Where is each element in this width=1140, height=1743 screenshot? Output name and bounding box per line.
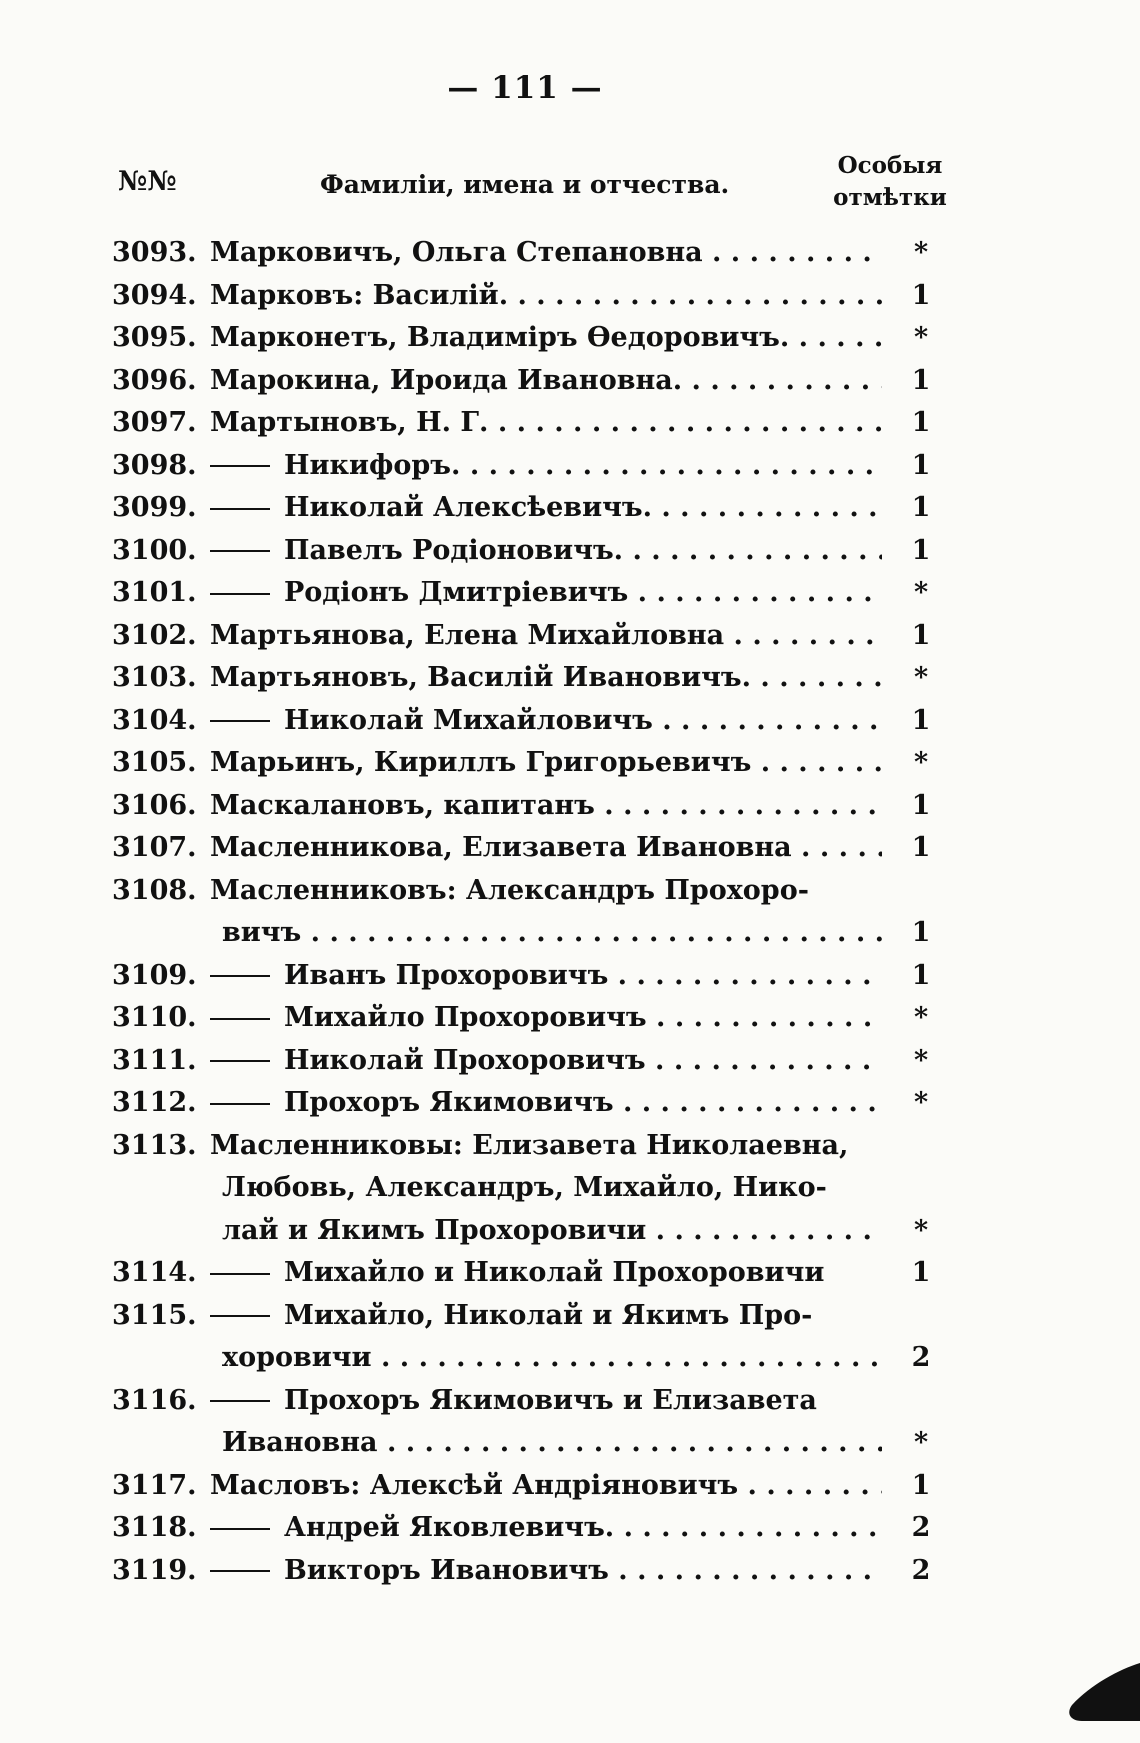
entry-number: 3096. bbox=[112, 364, 197, 396]
entry-line bbox=[112, 870, 942, 913]
entry-text: Викторъ Ивановичъ . . . bbox=[210, 1550, 882, 1593]
entry-text: Ивановна . . . bbox=[222, 1422, 882, 1465]
ditto-dash bbox=[210, 975, 270, 977]
entry-text: Марконетъ, Владимiръ Өедоровичъ. . . . bbox=[210, 317, 882, 360]
entry-mark: * bbox=[913, 577, 929, 608]
entry-text: Марокина, Ироида Ивановна. . . . bbox=[210, 360, 882, 403]
entry-number: 3109. bbox=[112, 959, 197, 991]
entry-mark: 1 bbox=[911, 407, 931, 438]
entry-line bbox=[112, 275, 942, 318]
entry-mark: * bbox=[913, 1002, 929, 1033]
entry-line bbox=[112, 360, 942, 403]
entry-continuation-line bbox=[112, 1210, 942, 1253]
entry-text: Михайло, Николай и Якимъ Про- bbox=[210, 1295, 942, 1338]
names-column-header: Фамилiи, имена и отчества. bbox=[320, 170, 730, 199]
entry-line bbox=[112, 1550, 942, 1593]
entry-number: 3093. bbox=[112, 237, 197, 268]
entry-mark: * bbox=[913, 1044, 929, 1076]
entry-number: 3101. bbox=[112, 577, 197, 608]
entry-text: Масленниковы: Елизавета Николаевна, bbox=[210, 1129, 849, 1161]
entry-mark: 1 bbox=[911, 959, 931, 991]
ditto-dash bbox=[210, 1400, 270, 1402]
entry-text: Любовь, Александръ, Михайло, Нико- bbox=[222, 1172, 827, 1203]
ditto-dash bbox=[210, 720, 270, 722]
entry-text: Марьинъ, Кириллъ Григорьевичъ . . . bbox=[210, 742, 882, 785]
entry-mark: * bbox=[913, 1087, 929, 1118]
entry-number: 3104. bbox=[112, 704, 197, 736]
entry-text: Прохоръ Якимовичъ и Елизавета bbox=[210, 1380, 942, 1423]
entry-number: 3099. bbox=[112, 492, 197, 523]
entry-mark: 1 bbox=[911, 704, 931, 736]
entry-number: 3113. bbox=[112, 1129, 197, 1161]
entry-text: Мартыновъ, Н. Г. . . . bbox=[210, 402, 882, 445]
ditto-dash bbox=[210, 1315, 270, 1317]
entry-text: Николай Алексѣевичъ. . . . bbox=[210, 487, 882, 530]
ditto-dash bbox=[210, 1528, 270, 1530]
entry-continuation-line bbox=[112, 1422, 942, 1465]
entry-text: Марковичъ, Ольга Степановна . . . bbox=[210, 232, 882, 275]
entry-continuation-line bbox=[112, 1167, 942, 1210]
entry-mark: * bbox=[913, 662, 929, 693]
ditto-dash bbox=[210, 1018, 270, 1020]
entry-number: 3106. bbox=[112, 789, 197, 821]
entry-mark: 1 bbox=[911, 364, 931, 396]
entry-number: 3119. bbox=[112, 1554, 197, 1586]
entry-continuation-line bbox=[112, 1337, 942, 1380]
entry-mark: 1 bbox=[911, 449, 931, 481]
entry-mark: 1 bbox=[911, 832, 931, 863]
column-headers bbox=[110, 150, 950, 230]
entry-number: 3108. bbox=[112, 874, 197, 906]
entry-line bbox=[112, 615, 942, 658]
entry-text: Родiонъ Дмитрiевичъ . . . bbox=[210, 572, 882, 615]
entry-line bbox=[112, 445, 942, 488]
entry-line bbox=[112, 1380, 942, 1423]
entry-number: 3115. bbox=[112, 1299, 197, 1331]
entry-number: 3112. bbox=[112, 1087, 197, 1118]
page-number: — 111 — bbox=[447, 70, 603, 106]
entry-line bbox=[112, 657, 942, 700]
ditto-dash bbox=[210, 1103, 270, 1105]
entry-mark: 2 bbox=[911, 1342, 931, 1373]
entry-mark: 1 bbox=[911, 492, 931, 523]
entry-line bbox=[112, 827, 942, 870]
entry-mark: 1 bbox=[911, 279, 931, 311]
entry-line bbox=[112, 487, 942, 530]
entry-number: 3118. bbox=[112, 1512, 197, 1543]
entry-line bbox=[112, 700, 942, 743]
entry-text: Мартьянова, Елена Михайловна . . . bbox=[210, 615, 882, 658]
entry-text: Масленникова, Елизавета Ивановна . . . bbox=[210, 827, 882, 870]
entry-line bbox=[112, 1295, 942, 1338]
ditto-dash bbox=[210, 593, 270, 595]
entry-number: 3110. bbox=[112, 1002, 197, 1033]
entry-number: 3100. bbox=[112, 534, 197, 566]
entry-number: 3103. bbox=[112, 662, 197, 693]
entry-continuation-line bbox=[112, 912, 942, 955]
entry-line bbox=[112, 785, 942, 828]
entry-text: Михайло и Николай Прохоровичи bbox=[210, 1252, 882, 1295]
page-corner-mark bbox=[1060, 1655, 1140, 1725]
entry-line bbox=[112, 997, 942, 1040]
entry-line bbox=[112, 402, 942, 445]
entry-text: Масловъ: Алексѣй Андрiяновичъ . . . bbox=[210, 1465, 882, 1508]
entry-line bbox=[112, 317, 942, 360]
entry-line bbox=[112, 232, 942, 275]
entry-mark: 1 bbox=[911, 534, 931, 566]
entry-text: Николай Михайловичъ . . . bbox=[210, 700, 882, 743]
entry-text: хоровичи . . . bbox=[222, 1337, 882, 1380]
entry-text: Павелъ Родiоновичъ. . . . bbox=[210, 530, 882, 573]
entry-line bbox=[112, 1125, 942, 1168]
entry-text: Никифоръ. . . . bbox=[210, 445, 882, 488]
number-column-header: №№ bbox=[118, 166, 177, 197]
entry-text: Мартьяновъ, Василiй Ивановичъ. . . . bbox=[210, 657, 882, 700]
entry-text: вичъ . . . bbox=[222, 912, 882, 955]
ditto-dash bbox=[210, 1570, 270, 1572]
ditto-dash bbox=[210, 508, 270, 510]
entry-line bbox=[112, 572, 942, 615]
entry-number: 3107. bbox=[112, 832, 197, 863]
entry-number: 3102. bbox=[112, 619, 197, 651]
entry-text: Марковъ: Василiй. . . . bbox=[210, 275, 882, 318]
entry-mark: 1 bbox=[911, 917, 931, 948]
ditto-dash bbox=[210, 1273, 270, 1275]
entry-mark: * bbox=[913, 747, 929, 778]
entry-text: Андрей Яковлевичъ. . . . bbox=[210, 1507, 882, 1550]
entry-number: 3117. bbox=[112, 1469, 197, 1501]
entry-mark: 1 bbox=[911, 789, 931, 821]
entry-number: 3105. bbox=[112, 747, 197, 778]
entry-text: Николай Прохоровичъ . . . bbox=[210, 1040, 882, 1083]
ditto-dash bbox=[210, 1060, 270, 1062]
entry-text: Маскалановъ, капитанъ . . . bbox=[210, 785, 882, 828]
entry-mark: * bbox=[913, 1427, 929, 1458]
entry-text: лай и Якимъ Прохоровичи . . . bbox=[222, 1210, 882, 1253]
entry-text: Масленниковъ: Александръ Прохоро- bbox=[210, 874, 809, 906]
entry-number: 3098. bbox=[112, 449, 197, 481]
entry-mark: 1 bbox=[911, 1469, 931, 1501]
entry-list bbox=[112, 232, 942, 1592]
entry-mark: 1 bbox=[911, 619, 931, 651]
entry-line bbox=[112, 742, 942, 785]
entry-line bbox=[112, 1040, 942, 1083]
entry-number: 3095. bbox=[112, 322, 197, 353]
entry-line bbox=[112, 1465, 942, 1508]
entry-line bbox=[112, 1252, 942, 1295]
entry-number: 3111. bbox=[112, 1044, 197, 1076]
entry-line bbox=[112, 955, 942, 998]
entry-mark: * bbox=[913, 237, 929, 268]
ditto-dash bbox=[210, 550, 270, 552]
entry-number: 3114. bbox=[112, 1257, 197, 1288]
ditto-dash bbox=[210, 465, 270, 467]
entry-number: 3116. bbox=[112, 1384, 197, 1416]
entry-mark: 1 bbox=[911, 1257, 931, 1288]
entry-number: 3094. bbox=[112, 279, 197, 311]
entry-number: 3097. bbox=[112, 407, 197, 438]
entry-mark: * bbox=[913, 1214, 929, 1246]
entry-text: Иванъ Прохоровичъ . . . bbox=[210, 955, 882, 998]
entry-text: Прохоръ Якимовичъ . . . bbox=[210, 1082, 882, 1125]
entry-mark: 2 bbox=[911, 1554, 931, 1586]
notes-column-header: Особыя отмѣтки bbox=[833, 152, 947, 211]
entry-mark: * bbox=[913, 322, 929, 353]
entry-mark: 2 bbox=[911, 1512, 931, 1543]
entry-text: Михайло Прохоровичъ . . . bbox=[210, 997, 882, 1040]
entry-line bbox=[112, 1507, 942, 1550]
entry-line bbox=[112, 1082, 942, 1125]
entry-line bbox=[112, 530, 942, 573]
